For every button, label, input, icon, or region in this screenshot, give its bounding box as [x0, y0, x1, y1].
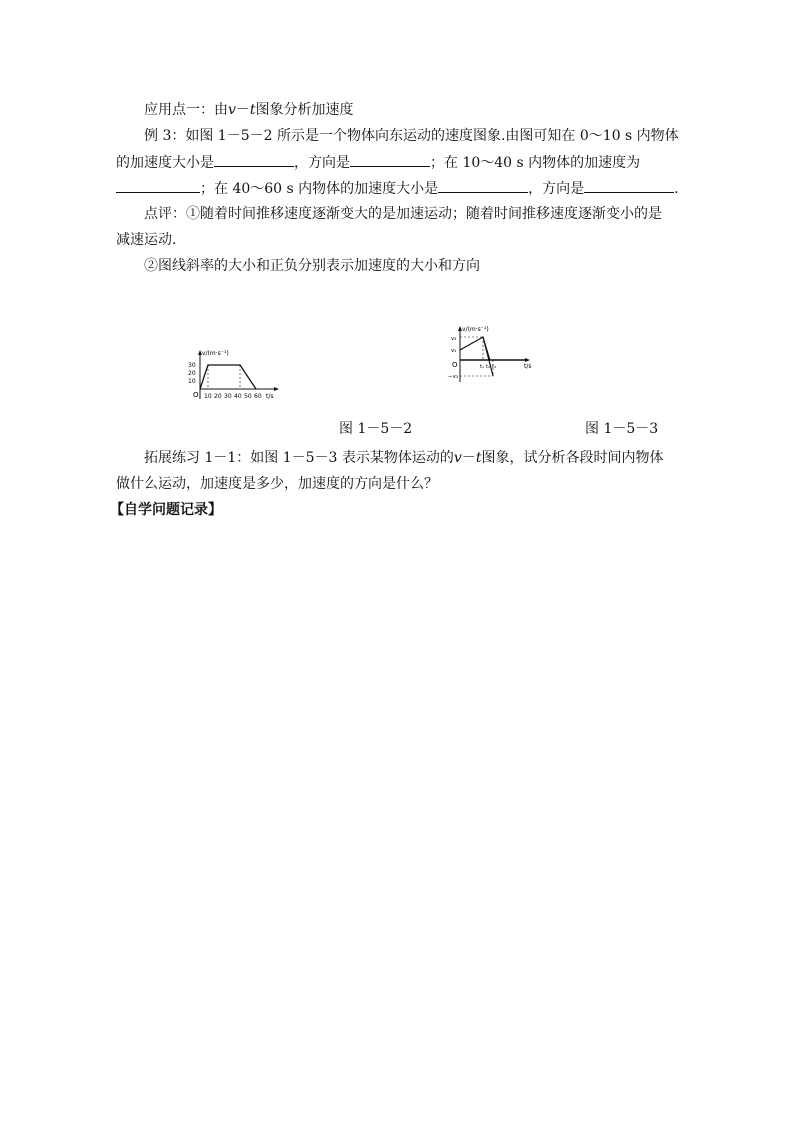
x-tick-label: 30	[224, 393, 232, 400]
x-tick-label: 20	[214, 393, 222, 400]
y-tick-label: 20	[188, 370, 196, 377]
comment-line3: ②图线斜率的大小和正负分别表示加速度的大小和方向	[144, 258, 480, 274]
x-label-t1: t₁	[480, 364, 484, 370]
origin-label: O	[193, 391, 199, 399]
y-axis-label: v/(m·s⁻¹)	[202, 350, 229, 357]
exercise-line2: 做什么运动，加速度是多少，加速度的方向是什么？	[116, 476, 438, 492]
x-axis-arrow	[274, 387, 279, 391]
x-tick-label: 40	[234, 393, 242, 400]
figure-1-5-3	[448, 322, 538, 386]
comment-line1: 点评：①随着时间推移速度逐渐变大的是加速运动；随着时间推移速度逐渐变小的是	[144, 206, 662, 222]
comment-line2: 减速运动.	[116, 232, 177, 248]
example3-line3: ；在 40～60 s 内物体的加速度大小是 ，方向是 .	[116, 178, 679, 199]
answer-blank-4[interactable]	[438, 178, 528, 193]
x-tick-label: 10	[204, 393, 212, 400]
example3-line2: 的加速度大小是 ，方向是 ；在 10～40 s 内物体的加速度为	[116, 152, 640, 173]
self-study-record-heading: 【自学问题记录】	[110, 502, 222, 518]
answer-blank-2[interactable]	[350, 152, 430, 167]
section-title: 应用点一：由v－t图象分析加速度	[144, 102, 354, 118]
y-tick-label: 10	[188, 378, 196, 385]
exercise-line1: 拓展练习 1－1：如图 1－5－3 表示某物体运动的v－t图象，试分析各段时间内物体	[144, 450, 664, 466]
figure-1-5-2-caption: 图 1－5－2	[339, 421, 413, 437]
y-label-v1: v₁	[451, 348, 457, 354]
velocity-line-branch	[483, 337, 490, 360]
y-tick-label: 30	[188, 362, 196, 369]
x-axis-label: t/s	[266, 393, 274, 400]
answer-blank-5[interactable]	[584, 178, 674, 193]
x-axis-arrow	[525, 358, 530, 362]
y-label-v2: v₂	[451, 336, 457, 342]
example3-line1: 例 3：如图 1－5－2 所示是一个物体向东运动的速度图象.由图可知在 0～10 s 内物体	[144, 128, 679, 144]
velocity-line	[460, 337, 493, 376]
x-axis-label: t/s	[524, 363, 532, 370]
figure-1-5-3-caption: 图 1－5－3	[585, 421, 659, 437]
x-label-t3: t₃	[492, 364, 496, 370]
y-axis-label: v/(m·s⁻¹)	[462, 326, 489, 333]
origin-label: O	[452, 361, 458, 369]
velocity-line	[200, 365, 256, 389]
x-tick-label: 60	[254, 393, 262, 400]
answer-blank-1[interactable]	[214, 152, 294, 167]
x-label-t2: t₂	[486, 364, 490, 370]
x-tick-label: 50	[244, 393, 252, 400]
figure-1-5-2	[184, 345, 284, 405]
y-label-neg-v3: −v₃	[448, 374, 459, 380]
answer-blank-3[interactable]	[116, 178, 200, 193]
